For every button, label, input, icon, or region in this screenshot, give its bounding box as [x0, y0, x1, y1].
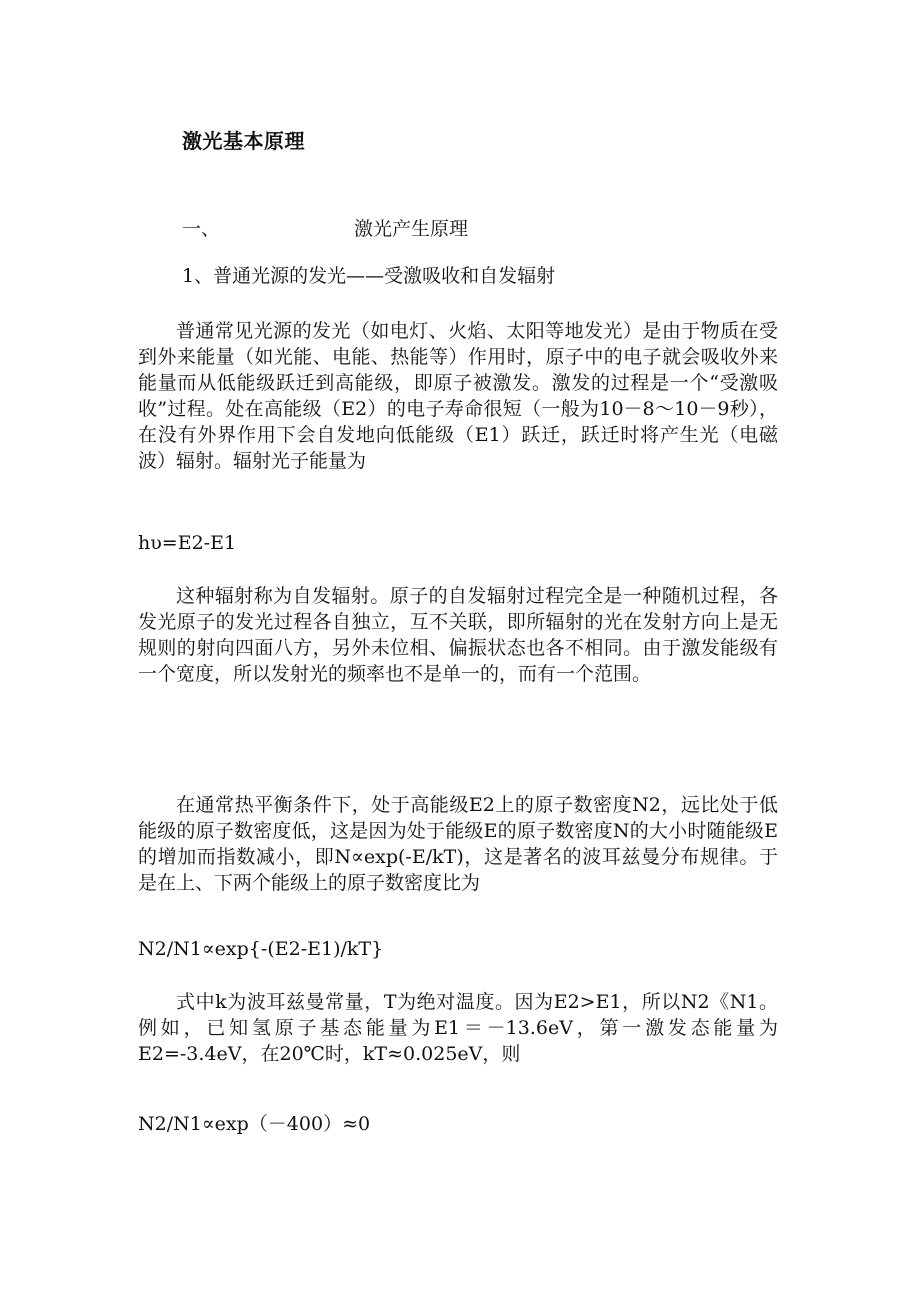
section-heading: [182, 216, 782, 242]
section-number: 一、: [182, 218, 221, 240]
formula-boltzmann-ratio: N2/N1∝exp{-(E2-E1)/kT}: [138, 938, 384, 960]
section-label: 激光产生原理: [354, 218, 469, 240]
paragraph-thermal-equilibrium: 在通常热平衡条件下，处于高能级E2上的原子数密度N2，远比处于低能级的原子数密度低，这是因为处于能级E的原子数密度N的大小时随能级E的增加而指数减小，即N∝exp(-E/kT)，这是著名的波耳兹曼分布规律。于是在上、下两个能级上的原子数密度比为: [138, 794, 778, 894]
paragraph-spontaneous-emission: 这种辐射称为自发辐射。原子的自发辐射过程完全是一种随机过程，各发光原子的发光过程各自独立，互不关联，即所辐射的光在发射方向上是无规则的射向四面八方，另外未位相、偏振状态也各不相同。由于激发能级有一个宽度，所以发射光的频率也不是单一的，而有一个范围。: [138, 585, 778, 685]
formula-population-ratio-result: N2/N1∝exp（－400）≈0: [138, 1113, 371, 1135]
paragraph-ordinary-light-emission: 普通常见光源的发光（如电灯、火焰、太阳等地发光）是由于物质在受到外来能量（如光能、电能、热能等）作用时，原子中的电子就会吸收外来能量而从低能级跃迁到高能级，即原子被激发。激发的过程是一个“受激吸收”过程。处在高能级（E2）的电子寿命很短（一般为10－8～10－9秒），在没有外界作用下会自发地向低能级（E1）跃迁，跃迁时将产生光（电磁波）辐射。辐射光子能量为: [138, 320, 778, 472]
subsection-heading: 1、普通光源的发光——受激吸收和自发辐射: [182, 265, 556, 287]
document-title: 激光基本原理: [182, 129, 305, 153]
paragraph-hydrogen-example: 式中k为波耳兹曼常量，T为绝对温度。因为E2>E1，所以N2《N1。例如，已知氢原子基态能量为E1＝－13.6eV，第一激发态能量为E2=-3.4eV，在20℃时，kT≈0.025eV，则: [138, 991, 778, 1065]
formula-photon-energy: hυ=E2-E1: [138, 532, 237, 554]
